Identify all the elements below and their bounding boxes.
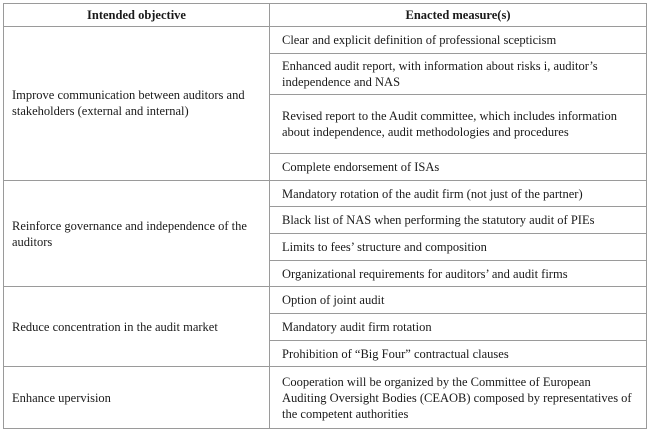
measure-cell: Complete endorsement of ISAs (270, 154, 647, 181)
objective-cell: Improve communication between auditors and stakeholders (external and internal) (4, 27, 270, 181)
measure-cell: Mandatory audit firm rotation (270, 314, 647, 341)
measure-cell: Prohibition of “Big Four” contractual clauses (270, 340, 647, 367)
measure-cell: Enhanced audit report, with information about risks i, auditor’s independence and NAS (270, 53, 647, 94)
objective-cell: Enhance upervision (4, 367, 270, 429)
table-row (4, 27, 647, 54)
measure-cell: Mandatory rotation of the audit firm (not just of the partner) (270, 180, 647, 207)
measure-cell: Black list of NAS when performing the statutory audit of PIEs (270, 207, 647, 234)
header-measures: Enacted measure(s) (270, 4, 647, 27)
measure-cell: Organizational requirements for auditors’ and audit firms (270, 260, 647, 287)
table-row (4, 287, 647, 314)
objectives-measures-table (3, 3, 647, 429)
measure-cell: Cooperation will be organized by the Committee of European Auditing Oversight Bodies (CEAOB) composed by representatives of the competent authorities (270, 367, 647, 429)
measure-cell: Clear and explicit definition of professional scepticism (270, 27, 647, 54)
measure-cell: Option of joint audit (270, 287, 647, 314)
header-objective: Intended objective (4, 4, 270, 27)
measure-cell: Limits to fees’ structure and composition (270, 234, 647, 261)
objective-cell: Reduce concentration in the audit market (4, 287, 270, 367)
table-row (4, 367, 647, 429)
table-row (4, 180, 647, 207)
header-row (4, 4, 647, 27)
objective-cell: Reinforce governance and independence of the auditors (4, 180, 270, 287)
measure-cell: Revised report to the Audit committee, which includes information about independence, audit methodologies and procedures (270, 94, 647, 153)
